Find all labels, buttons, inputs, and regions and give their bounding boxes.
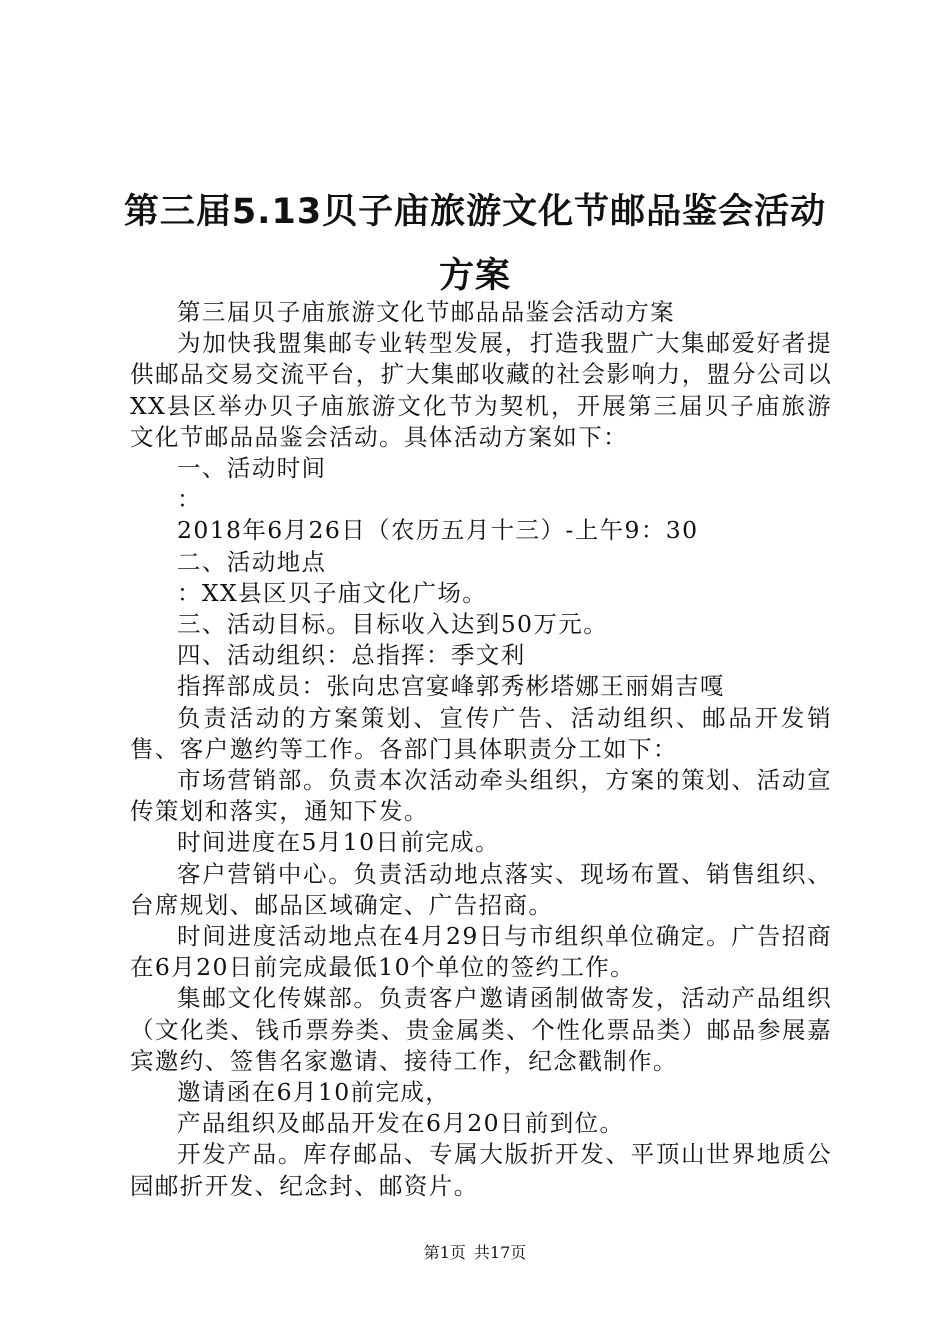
- paragraph: ：XX县区贝子庙文化广场。: [177, 578, 488, 607]
- page-total: 共17页: [473, 1243, 527, 1262]
- paragraph: 时间进度活动地点在4月29日与市组织单位确定。广告招商在6月20日前完成最低10个单位的签约工作。: [130, 922, 832, 982]
- page-number: 第1页: [423, 1243, 466, 1262]
- paragraph: ：: [177, 485, 202, 514]
- section-heading-time: 一、活动时间: [177, 454, 327, 483]
- paragraph: 集邮文化传媒部。负责客户邀请函制做寄发，活动产品组织（文化类、钱币票券类、贵金属类、个性化票品类）邮品参展嘉宾邀约、签售名家邀请、接待工作，纪念戳制作。: [130, 984, 832, 1075]
- section-heading-location: 二、活动地点: [177, 547, 327, 576]
- paragraph: 指挥部成员：张向忠宫宴峰郭秀彬塔娜王丽娟吉嘎: [177, 672, 725, 701]
- paragraph: 产品组织及邮品开发在6月20日前到位。: [177, 1109, 625, 1138]
- paragraph: 邀请函在6月10前完成，: [177, 1078, 451, 1107]
- paragraph: 时间进度在5月10日前完成。: [177, 828, 500, 857]
- section-heading-goal: 三、活动目标。目标收入达到50万元。: [177, 610, 609, 639]
- document-title: 第三届5.13贝子庙旅游文化节邮品鉴会活动方案: [123, 192, 827, 296]
- paragraph: 为加快我盟集邮专业转型发展，打造我盟广大集邮爱好者提供邮品交易交流平台，扩大集邮收藏的社会影响力，盟分公司以XX县区举办贝子庙旅游文化节为契机，开展第三届贝子庙旅游文化节邮品品鉴会活动。具体活动方案如下：: [130, 329, 832, 451]
- paragraph: 2018年6月26日（农历五月十三）-上午9：30: [177, 516, 699, 545]
- section-heading-organization: 四、活动组织：总指挥：季文利: [177, 641, 526, 670]
- document-body: [130, 297, 832, 1202]
- paragraph: 第三届贝子庙旅游文化节邮品品鉴会活动方案: [177, 298, 675, 326]
- paragraph: 客户营销中心。负责活动地点落实、现场布置、销售组织、台席规划、邮品区域确定、广告招商。: [130, 859, 832, 919]
- paragraph: 开发产品。库存邮品、专属大版折开发、平顶山世界地质公园邮折开发、纪念封、邮资片。: [130, 1140, 832, 1200]
- paragraph: 负责活动的方案策划、宣传广告、活动组织、邮品开发销售、客户邀约等工作。各部门具体职责分工如下：: [130, 703, 832, 763]
- page-footer: [0, 1243, 950, 1263]
- paragraph: 市场营销部。负责本次活动牵头组织，方案的策划、活动宣传策划和落实，通知下发。: [130, 766, 832, 826]
